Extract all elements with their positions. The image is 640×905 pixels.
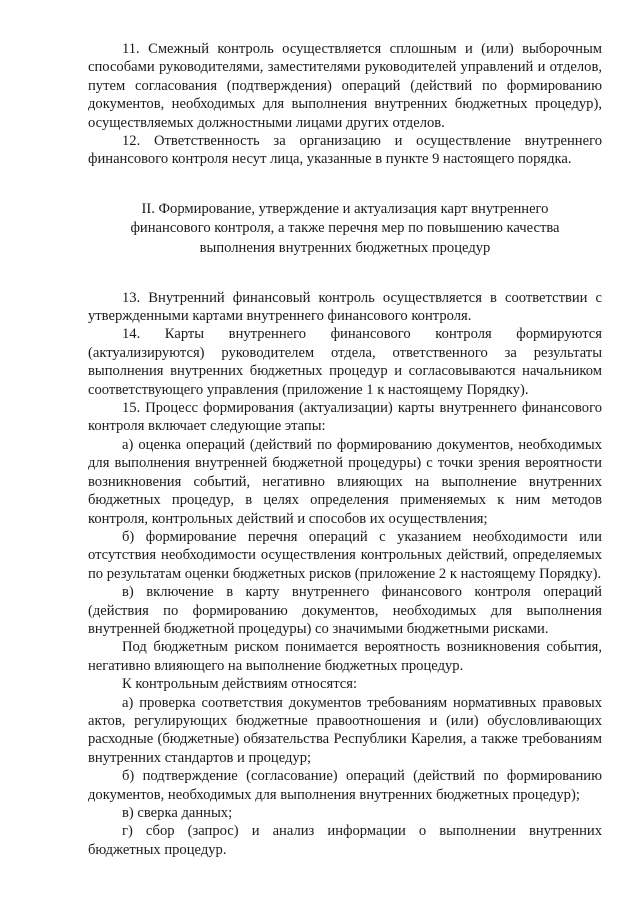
section-heading-line-2: финансового контроля, а также перечня мер по повышению качества: [130, 220, 560, 237]
section-heading: [88, 200, 602, 259]
list-item-15a: а) оценка операций (действий по формированию документов, необходимых для выполнения внутренней бюджетной процедуры) с точки зрения вероятности возникновения событий, негативно влияющих на выполнение внутренних бюджетных процедур, в целях определения применяемых к ним методов контроля, контрольных действий и способов их осуществления;: [88, 436, 602, 527]
paragraph-15: 15. Процесс формирования (актуализации) карты внутреннего финансового контроля включает следующие этапы:: [88, 400, 602, 435]
section-heading-line-3: выполнения внутренних бюджетных процедур: [199, 240, 491, 257]
control-actions-intro: К контрольным действиям относятся:: [122, 676, 358, 693]
control-action-b: б) подтверждение (согласование) операций (действий по формированию документов, необходимых для выполнения внутренних бюджетных процедур);: [88, 768, 602, 803]
list-item-15v: в) включение в карту внутреннего финансового контроля операций (действия по формированию документов, необходимых для выполнения внутренней бюджетной процедуры) со значимыми бюджетными рисками.: [88, 584, 602, 637]
paragraph-11: 11. Смежный контроль осуществляется сплошным и (или) выборочным способами руководителями, заместителями руководителей управлений и отделов, путем согласования (подтверждения) операций (действий по формированию документов, необходимых для выполнения внутренних бюджетных процедур), осуществляемых должностными лицами других отделов.: [88, 41, 602, 131]
control-action-v: в) сверка данных;: [122, 805, 233, 821]
list-item-15b: б) формирование перечня операций с указанием необходимости или отсутствия необходимости осуществления контрольных действий, определяемых по результатам оценки бюджетных рисков (приложение 2 к настоящему Порядку).: [88, 528, 602, 582]
paragraph-13: 13. Внутренний финансовый контроль осуществляется в соответствии с утвержденными картами внутреннего финансового контроля.: [88, 289, 602, 325]
paragraph-12: 12. Ответственность за организацию и осуществление внутреннего финансового контроля несут лица, указанные в пункте 9 настоящего порядка.: [88, 133, 602, 168]
budget-risk-definition: Под бюджетным риском понимается вероятность возникновения события, негативно влияющего на выполнение бюджетных процедур.: [88, 639, 602, 674]
control-action-a: а) проверка соответствия документов требованиям нормативных правовых актов, регулирующих бюджетные правоотношения и (или) обусловливающих расходные (бюджетные) обязательства Республики Карелия, а также требованиям внутренних стандартов и процедур;: [88, 694, 602, 766]
paragraph-14: 14. Карты внутреннего финансового контроля формируются (актуализируются) руководителем отдела, ответственного за результаты выполнения внутренних бюджетных процедур и согласовываются начальником соответствующего управления (приложение 1 к настоящему Порядку).: [88, 326, 602, 398]
document-page: [88, 40, 602, 859]
section-heading-line-1: II. Формирование, утверждение и актуализация карт внутреннего: [141, 200, 549, 217]
control-action-g: г) сбор (запрос) и анализ информации о выполнении внутренних бюджетных процедур.: [88, 823, 602, 858]
